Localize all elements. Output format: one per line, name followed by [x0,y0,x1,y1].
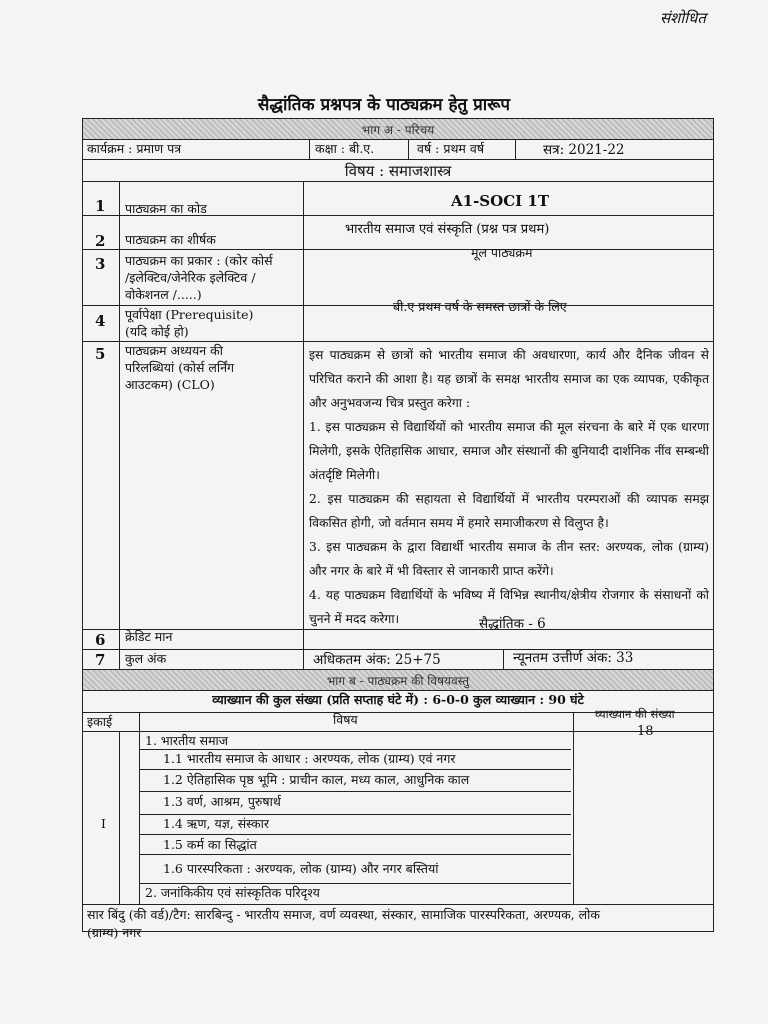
syllabus-table [82,118,714,940]
lecture-count: 18 [637,724,654,739]
lecture-total: व्याख्यान की कुल संख्या (प्रति सप्ताह घंटे में) : 6-0-0 कुल व्याख्यान : 90 घंटे [212,692,584,707]
topic-item: 1. भारतीय समाज [145,733,229,748]
row-number: 7 [95,651,106,669]
topic-item: 1.4 ऋण, यज्ञ, संस्कार [163,816,269,831]
clo-point: 1. इस पाठ्यक्रम से विद्यार्थियों को भारतीय समाज की मूल संरचना के बारे में एक धारणा मिलेगी, इसके ऐतिहासिक आधार, समाज और संस्थानों की बुनियादी दार्शनिक नींव सम्बन्धी अंतर्दृष्टि मिलेगी। [309,420,709,482]
keywords-line-2: (ग्राम्य) नगर [87,925,142,940]
max-marks: अधिकतम अंक: 25+75 [313,652,441,668]
unit-number: I [101,816,106,831]
prerequisite-label-2: (यदि कोई हो) [125,324,189,339]
clo-text [309,343,709,631]
lectures-header: व्याख्यान की संख्या [595,707,675,721]
row-number: 2 [95,232,106,250]
row-number: 3 [95,255,106,273]
topic-header: विषय [333,712,358,727]
subject-heading: विषय : समाजशास्त्र [344,162,452,180]
class-label: कक्षा : बी.ए. [315,141,375,156]
page-title: सैद्धांतिक प्रश्नपत्र के पाठ्यक्रम हेतु प्रारूप [257,95,511,115]
topic-item: 1.6 पारस्परिकता : अरण्यक, लोक (ग्राम्य) और नगर बस्तियां [163,861,439,876]
prerequisite-label-1: पूर्वापेक्षा (Prerequisite) [125,307,254,322]
row-number: 6 [95,631,106,649]
topic-item: 1.1 भारतीय समाज के आधार : अरण्यक, लोक (ग्राम्य) एवं नगर [163,751,456,766]
clo-point: 2. इस पाठ्यक्रम की सहायता से विद्यार्थियों में भारतीय परम्पराओं की व्यापक समझ विकसित होगी, जो वर्तमान समय में हमारे समाजीकरण से विलुप्त है। [309,492,709,530]
row-number: 1 [95,197,106,215]
clo-intro: इस पाठ्यक्रम से छात्रों को भारतीय समाज की अवधारणा, कार्य और दैनिक जीवन से परिचित कराने की आशा है। यह छात्रों के समक्ष भारतीय समाज का एक व्यापक, एकीकृत और अनुभवजन्य चित्र प्रस्तुत करेगा : [309,348,709,410]
topic-item: 1.5 कर्म का सिद्धांत [163,837,257,852]
clo-label-3: आउटकम) (CLO) [125,377,215,392]
credit-value: सैद्धांतिक - 6 [479,616,546,632]
course-code-value: A1-SOCI 1T [451,192,549,210]
total-marks-label: कुल अंक [125,651,167,666]
part-a-header: भाग अ - परिचय [83,119,713,139]
course-code-label: पाठ्यक्रम का कोड [125,201,207,216]
keywords-line-1: सार बिंदु (की वर्ड)/टैग: सारबिन्दु - भारतीय समाज, वर्ण व्यवस्था, संस्कार, सामाजिक पारस्परिकता, अरण्यक, लोक [87,907,600,922]
topic-item: 1.3 वर्ण, आश्रम, पुरुषार्थ [163,794,281,809]
row-number: 4 [95,312,106,330]
clo-label-2: परिलब्धियां (कोर्स लर्निंग [125,360,235,375]
part-b-header: भाग ब - पाठ्यक्रम की विषयवस्तु [83,670,713,690]
course-type-label-2: /इलेक्टिव/जेनेरिक इलेक्टिव / [125,270,256,285]
course-type-value: मूल पाठ्यक्रम [471,245,533,260]
course-title-value: भारतीय समाज एवं संस्कृति (प्रश्न पत्र प्रथम) [345,222,550,237]
clo-point: 4. यह पाठ्यक्रम विद्यार्थियों के भविष्य में विभिन्न स्थानीय/क्षेत्रीय रोजगार के संसाधनों को चुनने में मदद करेगा। [309,588,709,626]
clo-point: 3. इस पाठ्यक्रम के द्वारा विद्यार्थी भारतीय समाज के तीन स्तर: अरण्यक, लोक (ग्राम्य) और नगर के बारे में भी विस्तार से जानकारी प्राप्त करेंगे। [309,540,709,578]
unit-header: इकाई [87,714,113,729]
prerequisite-value: बी.ए प्रथम वर्ष के समस्त छात्रों के लिए [393,299,567,314]
program-label: कार्यक्रम : प्रमाण पत्र [87,141,182,156]
course-type-label-1: पाठ्यक्रम का प्रकार : (कोर कोर्स [125,253,273,268]
course-type-label-3: वोकेशनल /.....) [125,287,202,302]
row-number: 5 [95,345,106,363]
topic-item: 1.2 ऐतिहासिक पृष्ठ भूमि : प्राचीन काल, मध्य काल, आधुनिक काल [163,772,470,787]
year-label: वर्ष : प्रथम वर्ष [417,141,485,156]
session-label: सत्र: 2021-22 [543,142,625,158]
credit-label: क्रेडिट मान [125,629,173,644]
topic-item: 2. जनांकिकीय एवं सांस्कृतिक परिदृश्य [145,885,320,900]
course-title-label: पाठ्यक्रम का शीर्षक [125,232,216,247]
revised-stamp: संशोधित [660,9,706,27]
clo-label-1: पाठ्यक्रम अध्ययन की [125,343,223,358]
min-pass-marks: न्यूनतम उत्तीर्ण अंक: 33 [513,650,634,666]
